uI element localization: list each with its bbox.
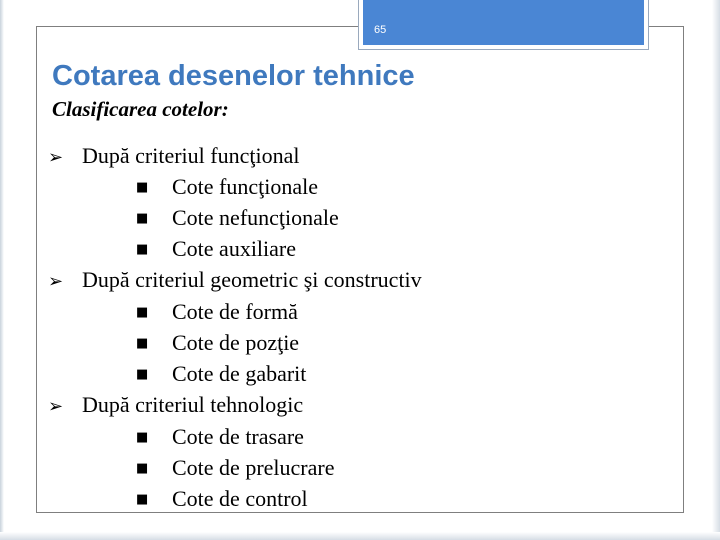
square-bullet-icon: ■: [136, 367, 149, 382]
item-label: Cote de formă: [172, 299, 298, 324]
slide-title: Cotarea desenelor tehnice: [52, 60, 415, 92]
item-label: Cote nefuncţionale: [172, 205, 339, 230]
item-label: Cote funcţionale: [172, 174, 319, 199]
arrow-bullet-icon: ➢: [48, 396, 64, 417]
square-bullet-icon: ■: [136, 242, 149, 257]
page-number-tab-fill: [363, 0, 644, 45]
page-number: 65: [374, 24, 387, 36]
page-number-tab: [358, 0, 649, 50]
group-label: După criteriul funcţional: [82, 143, 300, 168]
list-item: [136, 171, 318, 202]
square-bullet-icon: ■: [136, 180, 149, 195]
square-bullet-icon: ■: [136, 461, 149, 476]
square-bullet-icon: ■: [136, 211, 149, 226]
arrow-bullet-icon: ➢: [48, 271, 64, 292]
list-item: [136, 202, 339, 233]
list-item: [136, 421, 304, 452]
slide-subtitle: Clasificarea cotelor:: [52, 97, 229, 121]
square-bullet-icon: ■: [136, 430, 149, 445]
slide-right-edge: [712, 0, 720, 540]
group-label: După criteriul geometric şi constructiv: [82, 267, 422, 292]
list-item: [136, 358, 306, 389]
arrow-bullet-icon: ➢: [48, 147, 64, 168]
item-label: Cote de prelucrare: [172, 455, 335, 480]
slide-left-edge: [0, 0, 4, 540]
list-item-group: [48, 389, 303, 420]
slide-bottom-edge: [0, 532, 720, 540]
group-label: După criteriul tehnologic: [82, 392, 304, 417]
list-item: [136, 296, 298, 327]
item-label: Cote auxiliare: [172, 236, 297, 261]
item-label: Cote de trasare: [172, 424, 304, 449]
list-item: [136, 327, 299, 358]
list-item: [136, 233, 296, 264]
list-item: [136, 452, 334, 483]
list-item-group: [48, 140, 299, 171]
square-bullet-icon: ■: [136, 492, 149, 507]
item-label: Cote de control: [172, 486, 308, 511]
square-bullet-icon: ■: [136, 336, 149, 351]
item-label: Cote de pozţie: [172, 330, 300, 355]
list-item-group: [48, 264, 422, 295]
list-item: [136, 483, 308, 514]
item-label: Cote de gabarit: [172, 361, 307, 386]
square-bullet-icon: ■: [136, 305, 149, 320]
